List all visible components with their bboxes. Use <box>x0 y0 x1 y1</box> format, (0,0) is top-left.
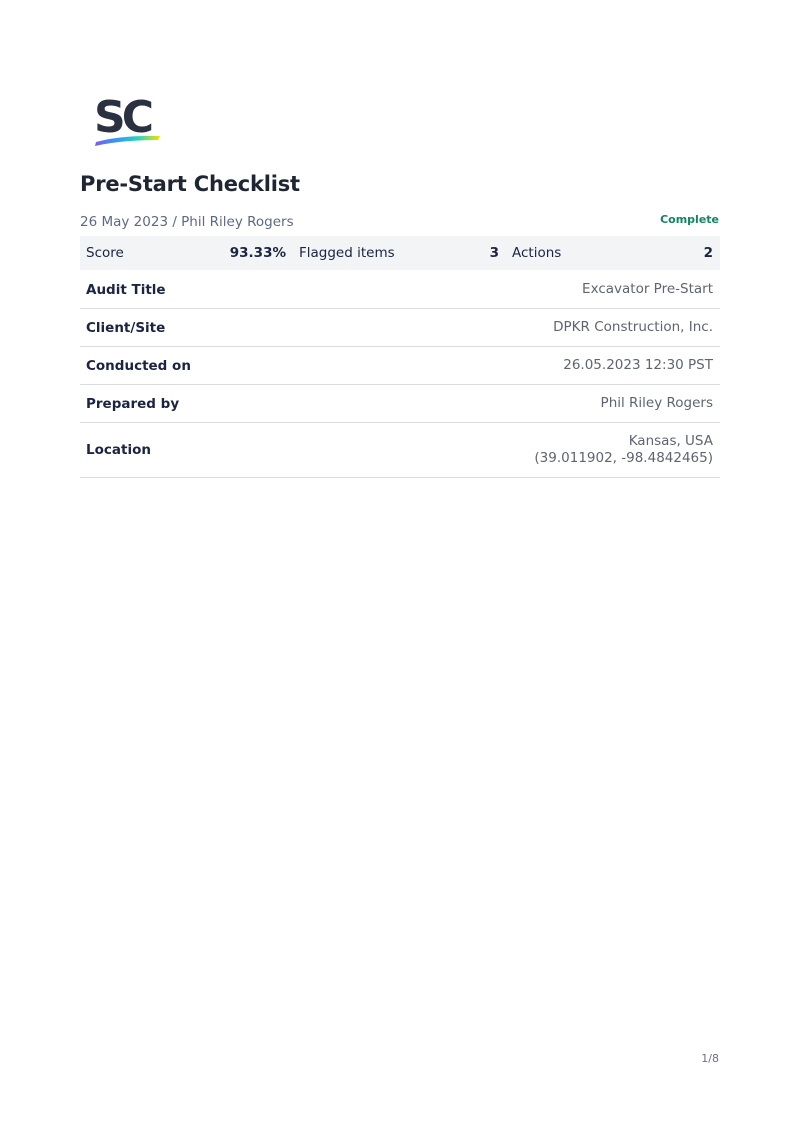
flagged-items-label: Flagged items <box>299 245 395 261</box>
page-number: 1/8 <box>701 1052 719 1065</box>
page-title: Pre-Start Checklist <box>80 172 300 196</box>
report-subtitle: 26 May 2023 / Phil Riley Rogers <box>80 214 294 230</box>
detail-value: Phil Riley Rogers <box>600 395 713 411</box>
svg-text:SC: SC <box>94 92 150 143</box>
detail-label: Client/Site <box>86 319 166 336</box>
detail-row-audit-title <box>80 271 720 309</box>
detail-value: 26.05.2023 12:30 PST <box>563 357 713 373</box>
summary-bar <box>80 236 720 270</box>
location-value[interactable] <box>534 433 713 467</box>
location-name: Kansas, USA <box>628 433 713 449</box>
detail-row-conducted-on <box>80 347 720 385</box>
flagged-items-cell[interactable] <box>293 236 506 270</box>
detail-label: Audit Title <box>86 281 166 298</box>
detail-value: DPKR Construction, Inc. <box>553 319 713 335</box>
score-cell <box>80 236 293 270</box>
detail-row-prepared-by <box>80 385 720 423</box>
company-logo-icon <box>92 90 168 148</box>
detail-row-client-site <box>80 309 720 347</box>
detail-value: Excavator Pre-Start <box>582 281 713 297</box>
detail-label: Conducted on <box>86 357 191 374</box>
audit-details-table <box>80 271 720 478</box>
detail-row-location <box>80 423 720 478</box>
score-label: Score <box>86 245 124 261</box>
status-badge: Complete <box>660 213 719 226</box>
actions-value: 2 <box>703 245 713 261</box>
flagged-items-value: 3 <box>489 245 499 261</box>
detail-label: Location <box>86 442 151 458</box>
score-value: 93.33% <box>229 245 286 261</box>
detail-label: Prepared by <box>86 395 180 412</box>
location-coordinates: (39.011902, -98.4842465) <box>534 450 713 466</box>
actions-cell[interactable] <box>506 236 720 270</box>
actions-label: Actions <box>512 245 562 261</box>
